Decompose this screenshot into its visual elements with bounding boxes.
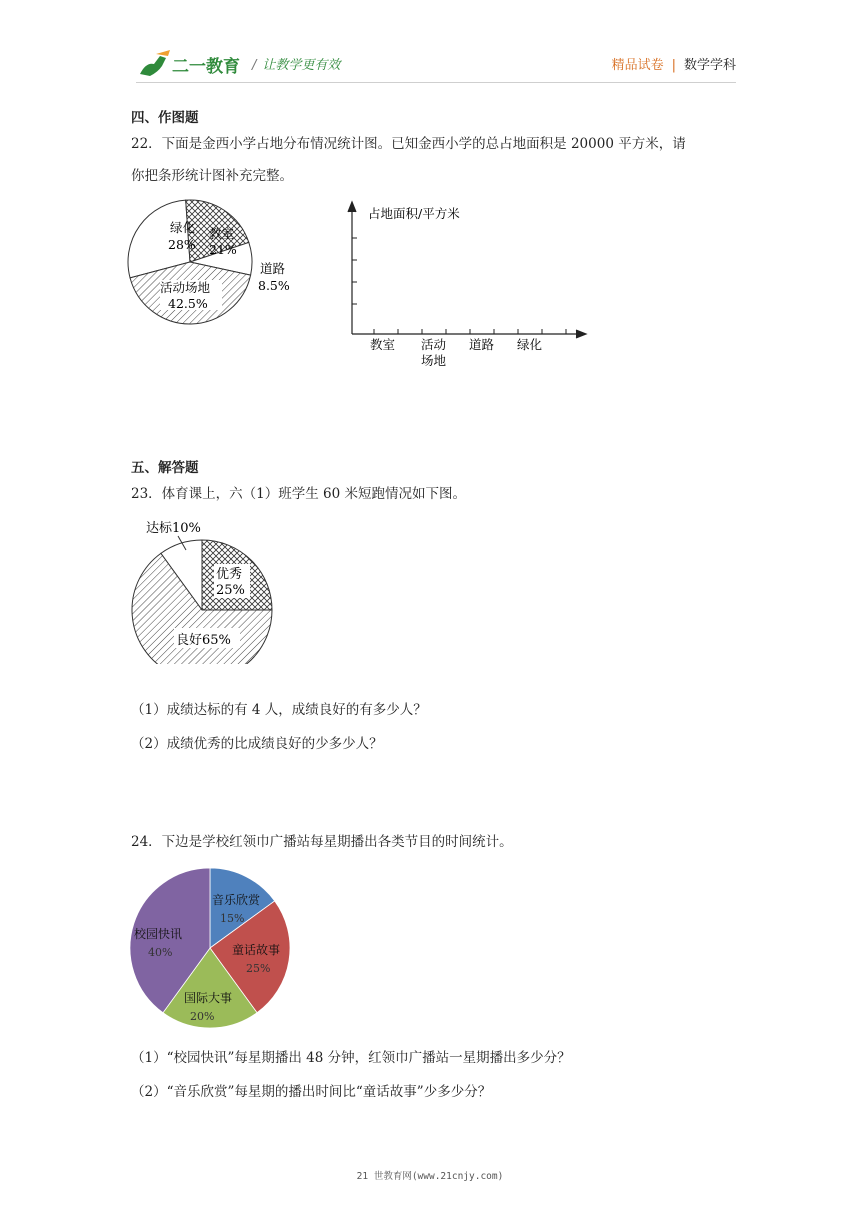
pie24-label-campus: 校园快讯 <box>134 927 183 941</box>
pie24-label-intl: 国际大事 <box>184 991 233 1005</box>
bar22-cat-huodong-line2: 场地 <box>421 353 447 368</box>
header-label-subject: 数学学科 <box>683 58 736 73</box>
pie22-pct-daolu: 8.5% <box>258 278 290 293</box>
pie24-pct-campus: 40% <box>148 946 173 959</box>
pie22-label-lvhua: 绿化 <box>170 220 196 235</box>
pie23-label-lianghao: 良好65% <box>176 633 231 648</box>
q24-sub1: （1）“校园快讯”每星期播出 48 分钟，红领巾广播站一星期播出多少分？ <box>131 1050 571 1066</box>
q22-text-line2: 你把条形统计图补充完整。 <box>131 168 293 184</box>
header-labels: 精品试卷 | 数学学科 <box>611 58 736 73</box>
q24-pie-chart <box>128 866 296 1034</box>
q22-text-line1: 22．下面是金西小学占地分布情况统计图。已知金西小学的总占地面积是 20000 平方米，请 <box>131 136 686 152</box>
bar22-cat-jiaoshi: 教室 <box>370 337 396 352</box>
slogan-text: 让教学更有效 <box>262 58 341 73</box>
q24-sub2: （2）“音乐欣赏”每星期的播出时间比“童话故事”少多少分？ <box>131 1084 492 1100</box>
q23-sub1: （1）成绩达标的有 4 人，成绩良好的有多少人？ <box>131 702 427 718</box>
logo-icon <box>136 48 246 80</box>
bar22-cat-huodong: 活动 <box>421 337 447 352</box>
q23-sub2: （2）成绩优秀的比成绩良好的少多少人？ <box>131 736 383 752</box>
pie22-label-daolu: 道路 <box>260 261 286 276</box>
q24-text: 24．下边是学校红领巾广播站每星期播出各类节目的时间统计。 <box>131 834 513 850</box>
pie23-pct-youxiu: 25% <box>216 583 245 598</box>
header-label-quality: 精品试卷 <box>611 58 664 73</box>
pie23-label-youxiu: 优秀 <box>216 567 243 582</box>
pie22-label-huodong: 活动场地 <box>160 280 211 295</box>
pie22-label-jiaoshi: 教室 <box>209 226 235 241</box>
pie22-pct-huodong: 42.5% <box>168 296 208 311</box>
pie22-pct-jiaoshi: 21% <box>209 242 237 257</box>
pie24-label-music: 音乐欣赏 <box>212 893 261 907</box>
section5-title: 五、解答题 <box>131 460 199 476</box>
q23-text: 23．体育课上，六（1）班学生 60 米短跑情况如下图。 <box>131 486 467 502</box>
pie24-pct-intl: 20% <box>190 1010 215 1023</box>
section4-title: 四、作图题 <box>131 110 199 126</box>
q23-pie-chart <box>126 514 286 664</box>
bar22-ylabel: 占地面积/平方米 <box>368 206 460 221</box>
page-header <box>136 46 736 86</box>
header-divider <box>136 82 736 83</box>
pie22-pct-lvhua: 28% <box>168 237 196 252</box>
pie24-pct-story: 25% <box>246 962 271 975</box>
pie24-pct-music: 15% <box>220 912 245 925</box>
logo-text: 二一教育 <box>172 57 240 77</box>
q22-bar-chart <box>340 198 600 378</box>
pie24-label-story: 童话故事 <box>232 943 281 957</box>
bar22-cat-daolu: 道路 <box>469 337 495 352</box>
slogan: / 让教学更有效 <box>252 58 341 73</box>
bar22-cat-lvhua: 绿化 <box>517 337 543 352</box>
page-footer: 21 世教育网(www.21cnjy.com) <box>356 1171 504 1182</box>
pie23-label-dabiao: 达标10% <box>146 521 201 536</box>
q22-pie-chart <box>126 196 326 330</box>
